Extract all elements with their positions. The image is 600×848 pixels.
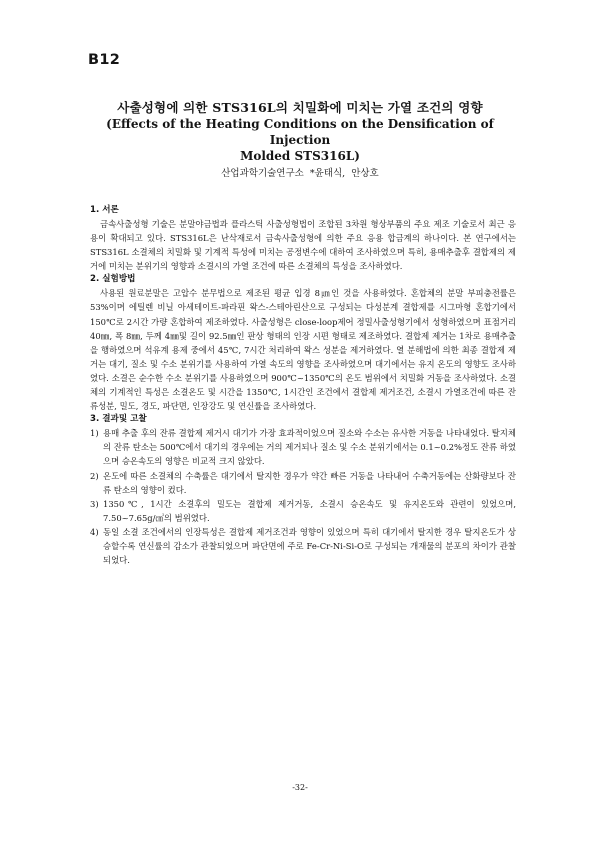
author-line [180, 165, 420, 179]
list-item [90, 469, 516, 497]
list-item-number: 4) [90, 526, 99, 537]
list-item [90, 525, 516, 567]
section-paragraph: 금속사출성형 기술은 분말야금법과 플라스틱 사출성형법이 조합된 3차원 형상부품의 주요 제조 기술로서 최근 응용이 확대되고 있다. STS316L은 난삭재로서 금속사출성형에 의한 주요 응용 합금계의 하나이다. 본 연구에서는 STS316L 소결체의 치밀화 및 기계적 특성에 미치는 공정변수에 대하여 조사하였으며 특히, 용매추출후 결합제의 제거에 미치는 분위기의 영향과 소결시의 가열 조건에 따른 소결체의 특성을 조사하였다. [90, 219, 516, 272]
section-heading: 1. 서론 [90, 205, 119, 215]
affiliation: 산업과학기술연구소 [221, 168, 304, 179]
title-english-line-1: (Effects of the Heating Conditions on the Densification of Injection [106, 117, 494, 147]
paper-body [90, 204, 516, 567]
title-korean: 사출성형에 의한 STS316L의 치밀화에 미치는 가열 조건의 영향 [117, 100, 483, 115]
list-item [90, 426, 516, 468]
section-results [90, 413, 516, 567]
title-english-line-2: Molded STS316L) [240, 149, 360, 163]
list-item-text: 동일 소결 조건에서의 인장특성은 결합제 제거조건과 영향이 있었으며 특히 대기에서 탈지한 경우 탈지온도가 상승할수록 연신률의 감소가 관찰되었으며 파단면에 주로 Fe-Cr-Ni-Si-O로 구성되는 개재물의 분포의 차이가 관찰되었다. [103, 526, 516, 566]
page-number: -32- [292, 783, 308, 792]
section-heading: 3. 결과및 고찰 [90, 414, 147, 425]
list-item-number: 1) [90, 428, 99, 439]
author-names: *윤태식, 안상호 [309, 168, 379, 179]
section-introduction [90, 204, 516, 273]
list-item-text: 용매 추출 후의 잔류 결합제 제거시 대기가 가장 효과적이었으며 질소와 수소는 유사한 거동을 나타내었다. 탈지체의 잔류 탄소는 500℃에서 대기의 경우에는 거의 제거되나 질소 및 수소 분위기에서는 0.1~0.2%정도 잔류 하였으며 승온속도의 영향은 비교적 크지 않았다. [103, 428, 516, 467]
session-code: B12 [88, 52, 121, 68]
section-method [90, 273, 516, 413]
list-item-text: 온도에 따른 소결체의 수축률은 대기에서 탈지한 경우가 약간 빠른 거동을 나타내어 수축거동에는 산화량보다 잔류 탄소의 영향이 컸다. [103, 470, 516, 495]
paper-title [80, 100, 520, 164]
section-heading: 2. 실험방법 [90, 274, 136, 285]
section-paragraph: 사용된 원료분말은 고압수 분무법으로 제조된 평균 입경 8㎛인 것을 사용하였다. 혼합체의 분말 부피충전률은 53%이며 에틸렌 비닐 아세테이트-파라핀 왁스-스테아린산으로 구성되는 다성분계 결합제를 시그마형 혼합기에서 150℃로 2시간 가량 혼합하여 제조하였다. 사출성형은 close-loop제어 정밀사출성형기에서 성형하였으며 표점거리 40㎜, 폭 8㎜, 두께 4㎜및 길이 92.5㎜인 판상 형태의 인장 시편 형태로 제조하였다. 결합제 제거는 1차로 용매추출을 행하였으며 석유계 용제 중에서 45℃, 7시간 처리하여 왁스 성분을 제거하였다. 열 분해법에 의한 최종 결합제 제거는 대기, 질소 및 수소 분위기를 사용하여 가열 속도의 영향을 조사하였으며 대기에서는 유지 온도의 영향도 조사하였다. 소결은 순수한 수소 분위기를 사용하였으며 900℃~1350℃의 온도 범위에서 치밀화 거동을 조사하였다. 소결체의 기계적인 특성은 소결온도 및 시간을 1350℃, 1시간인 조건에서 결합제 제거조건, 소결시 가열조건에 따른 잔류성분, 밀도, 경도, 파단면, 인장강도 및 연신률을 조사하였다. [90, 288, 516, 412]
list-item-number: 2) [90, 470, 99, 481]
results-list [90, 426, 516, 567]
list-item-number: 3) [90, 498, 99, 509]
list-item-text: 1350℃, 1시간 소결후의 밀도는 결합제 제거거동, 소결시 승온속도 및 유지온도와 관련이 있었으며, 7.50~7.65g/㎤의 범위였다. [103, 498, 516, 523]
list-item [90, 497, 516, 525]
